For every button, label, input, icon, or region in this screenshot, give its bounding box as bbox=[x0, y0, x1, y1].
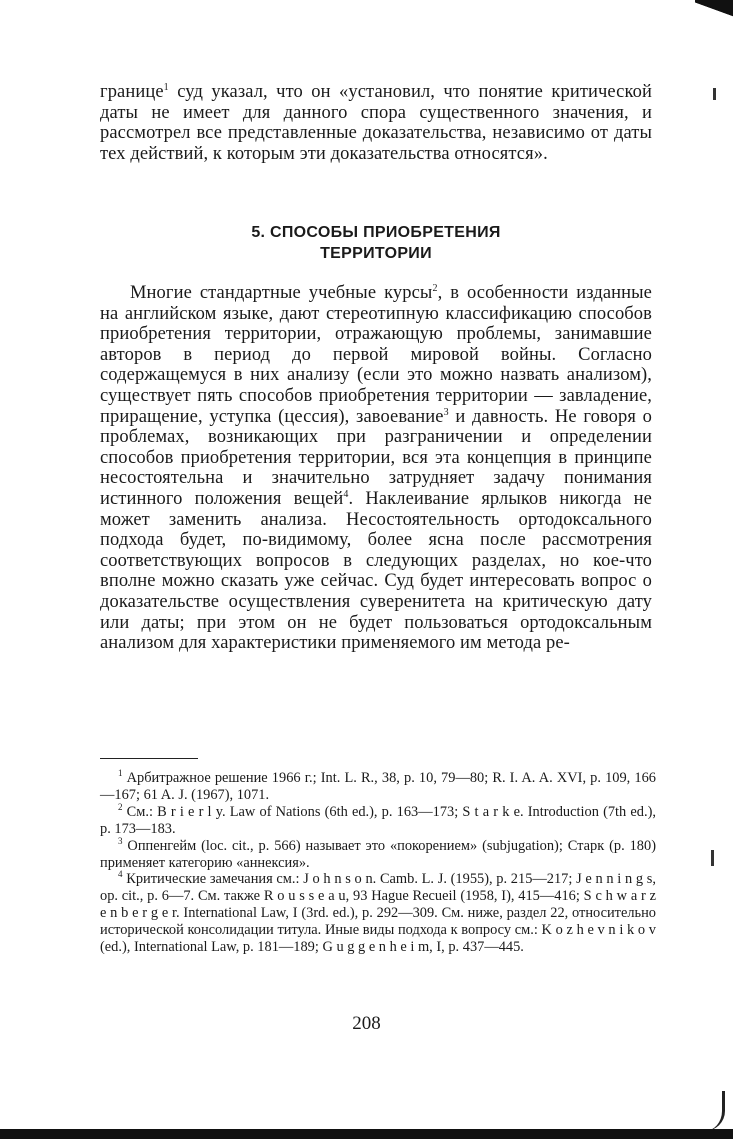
page-number: 208 bbox=[352, 1013, 381, 1034]
footnote-separator bbox=[100, 758, 198, 759]
intro-paragraph bbox=[100, 82, 652, 164]
scan-page-curl bbox=[700, 1091, 725, 1131]
main-text-part3: и давность. Не говоря о проблемах, возникающих при разграничении и определении способов приобретения территории, вся эта концепция в принципе несостоятельна и значительно затрудняет задачу понимания истинного положения вещей bbox=[100, 406, 652, 509]
footnote-text: Критические замечания см.: J o h n s o n. Camb. L. J. (1955), p. 215—217; J e n n i n g s, op. cit., p. 6—7. См. также R o u s s e a u, 93 Hague Recueil (1958, I), 415—416; S c h w a r z e n b e r g e r. International Law, I (3rd. ed.), p. 292—309. См. ниже, раздел 22, относительно исторической консолидации титула. Иные виды подхода к вопросу см.: K o z h e v n i k o v (ed.), International Law, p. 181—189; G u g g e n h e i m, I, p. 437—445. bbox=[100, 871, 656, 956]
footnotes bbox=[100, 770, 656, 956]
footnote bbox=[100, 835, 656, 872]
main-text-part4: . Наклеивание ярлыков никогда не может заменить анализа. Несостоятельность ортодоксального подхода будет, по-видимому, более ясна после рассмотрения соответствующих вопросов в следующих разделах, но кое-что вполне можно сказать уже сейчас. Суд будет интересовать вопрос о доказательстве осуществления суверенитета на критическую дату или даты; при этом он не будет пользоваться ортодоксальным анализом для характеристики применяемого им метода ре- bbox=[100, 488, 652, 654]
footnote-text: Оппенгейм (loc. cit., p. 566) называет это «покорением» (subjugation); Старк (p. 180) применяет категорию «аннексия». bbox=[100, 837, 656, 871]
main-text-part1: Многие стандартные учебные курсы bbox=[130, 283, 433, 303]
section-heading bbox=[100, 222, 652, 264]
footnote-number: 2 bbox=[118, 802, 123, 813]
footnote-ref-2: 2 bbox=[432, 282, 438, 294]
footnote-ref-3: 3 bbox=[443, 406, 449, 418]
footnote-text: Арбитражное решение 1966 г.; Int. L. R., 38, p. 10, 79—80; R. I. A. A. XVI, p. 109, 166—167; 61 A. J. (1967), 1071. bbox=[100, 770, 656, 803]
margin-mark bbox=[711, 850, 714, 866]
footnote bbox=[100, 804, 656, 838]
footnote-number: 4 bbox=[118, 869, 123, 880]
intro-text-start: границе bbox=[100, 82, 164, 102]
footnote-number: 1 bbox=[118, 768, 123, 779]
main-paragraph bbox=[100, 283, 652, 654]
section-heading-line2: ТЕРРИТОРИИ bbox=[320, 245, 432, 262]
footnote-ref-4: 4 bbox=[343, 488, 349, 500]
scan-bottom-edge bbox=[0, 1129, 733, 1139]
scan-corner-shadow bbox=[695, 0, 733, 22]
intro-text-rest: суд указал, что он «установил, что понятие критической даты не имеет для данного спора существенного значения, и рассмотрел все представленные доказательства, независимо от даты тех действий, к которым эти доказательства относятся». bbox=[100, 82, 652, 164]
footnote-text: См.: B r i e r l y. Law of Nations (6th ed.), p. 163—173; S t a r k e. Introduction (7th ed.), p. 173—183. bbox=[100, 803, 656, 837]
footnote-number: 3 bbox=[118, 835, 123, 846]
footnote bbox=[100, 770, 656, 804]
footnote bbox=[100, 871, 656, 956]
main-text-part2: , в особенности изданные на английском языке, дают стереотипную классификацию способов приобретения территории, отражающую проблемы, занимавшие авторов в период до первой мировой войны. Согласно содержащемуся в них анализу (если это можно назвать анализом), существует пять способов приобретения территории — завладение, приращение, уступка (цессия), завоевание bbox=[100, 283, 652, 427]
section-heading-line1: 5. СПОСОБЫ ПРИОБРЕТЕНИЯ bbox=[251, 224, 501, 241]
footnote-ref-1: 1 bbox=[163, 81, 169, 93]
margin-mark bbox=[713, 88, 716, 100]
